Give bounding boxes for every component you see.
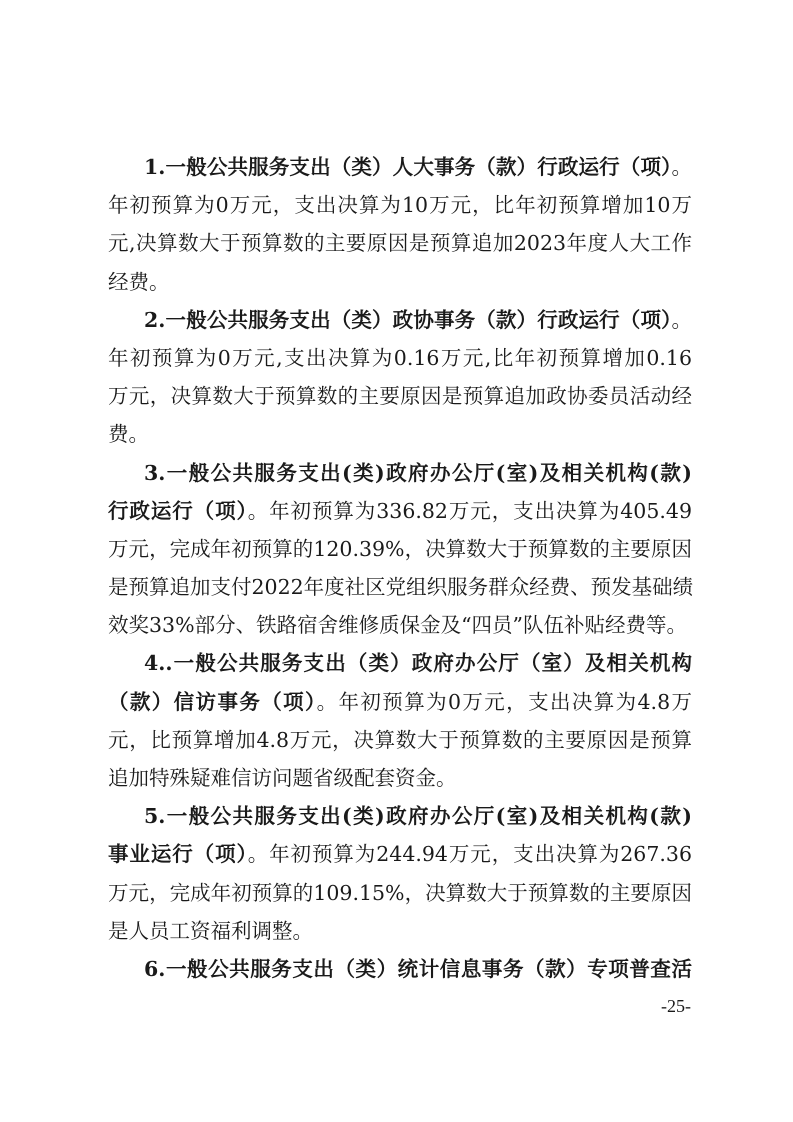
text-line bbox=[108, 301, 692, 339]
paragraph bbox=[108, 301, 692, 454]
text-line bbox=[108, 492, 692, 530]
text-line bbox=[108, 224, 692, 262]
text-line bbox=[108, 950, 692, 988]
document-body bbox=[108, 148, 692, 988]
text-line bbox=[108, 797, 692, 835]
text-line bbox=[108, 530, 692, 568]
item-heading: 5.一般公共服务支出(类)政府办公厅(室)及相关机构(款) bbox=[144, 804, 692, 829]
text-line bbox=[108, 683, 692, 721]
body-text: 万元，决算数大于预算数的主要原因是预算追加政协委员活动经 bbox=[108, 384, 692, 409]
body-text: 万元，完成年初预算的120.39%，决算数大于预算数的主要原因 bbox=[108, 536, 692, 561]
body-text: 追加特殊疑难信访问题省级配套资金。 bbox=[108, 766, 457, 790]
text-line bbox=[108, 874, 692, 912]
body-text: 经费。 bbox=[108, 269, 170, 294]
item-heading: 3.一般公共服务支出(类)政府办公厅(室)及相关机构(款) bbox=[144, 460, 692, 485]
page-number: -25- bbox=[661, 996, 691, 1016]
body-text: 。年初预算为336.82万元，支出决算为405.49 bbox=[247, 498, 692, 523]
item-heading: 1.一般公共服务支出（类）人大事务（款）行政运行（项） bbox=[144, 155, 672, 179]
paragraph bbox=[108, 148, 692, 301]
body-text: 。 bbox=[671, 307, 692, 332]
text-line bbox=[108, 835, 692, 873]
body-text: 年初预算为0万元,支出决算为0.16万元,比年初预算增加0.16 bbox=[108, 345, 692, 370]
text-line bbox=[108, 912, 692, 950]
paragraph bbox=[108, 454, 692, 645]
item-heading: 行政运行（项） bbox=[108, 498, 248, 523]
item-heading: 事业运行（项） bbox=[108, 842, 248, 867]
body-text: 。 bbox=[671, 155, 692, 179]
body-text: 效奖33%部分、铁路宿舍维修质保金及“四员”队伍补贴经费等。 bbox=[108, 613, 688, 638]
body-text: 是预算追加支付2022年度社区党组织服务群众经费、预发基础绩 bbox=[108, 575, 694, 600]
body-text: 。年初预算为244.94万元，支出决算为267.36 bbox=[247, 842, 692, 867]
body-text: 元，比预算增加4.8万元，决算数大于预算数的主要原因是预算 bbox=[108, 727, 692, 752]
body-text: 费。 bbox=[108, 422, 149, 447]
body-text: 年初预算为0万元，支出决算为10万元，比年初预算增加10万 bbox=[108, 193, 692, 218]
item-heading: 2.一般公共服务支出（类）政协事务（款）行政运行（项） bbox=[144, 307, 672, 332]
item-heading: 4..一般公共服务支出（类）政府办公厅（室）及相关机构 bbox=[144, 651, 692, 676]
text-line bbox=[108, 454, 692, 492]
text-line bbox=[108, 568, 692, 606]
body-text: 万元，完成年初预算的109.15%，决算数大于预算数的主要原因 bbox=[108, 880, 692, 905]
text-line bbox=[108, 606, 692, 644]
body-text: 。年初预算为0万元，支出决算为4.8万 bbox=[316, 689, 692, 714]
text-line bbox=[108, 186, 692, 224]
body-text: 是人员工资福利调整。 bbox=[108, 918, 313, 943]
item-heading: （款）信访事务（项） bbox=[108, 689, 317, 714]
text-line bbox=[108, 759, 692, 797]
paragraph bbox=[108, 797, 692, 950]
text-line bbox=[108, 721, 692, 759]
text-line bbox=[108, 148, 692, 186]
text-line bbox=[108, 339, 692, 377]
item-heading: 6.一般公共服务支出（类）统计信息事务（款）专项普查活 bbox=[144, 956, 692, 981]
text-line bbox=[108, 377, 692, 415]
text-line bbox=[108, 263, 692, 301]
text-line bbox=[108, 415, 692, 453]
paragraph bbox=[108, 950, 692, 988]
text-line bbox=[108, 644, 692, 682]
paragraph bbox=[108, 644, 692, 797]
body-text: 元,决算数大于预算数的主要原因是预算追加2023年度人大工作 bbox=[108, 231, 692, 256]
